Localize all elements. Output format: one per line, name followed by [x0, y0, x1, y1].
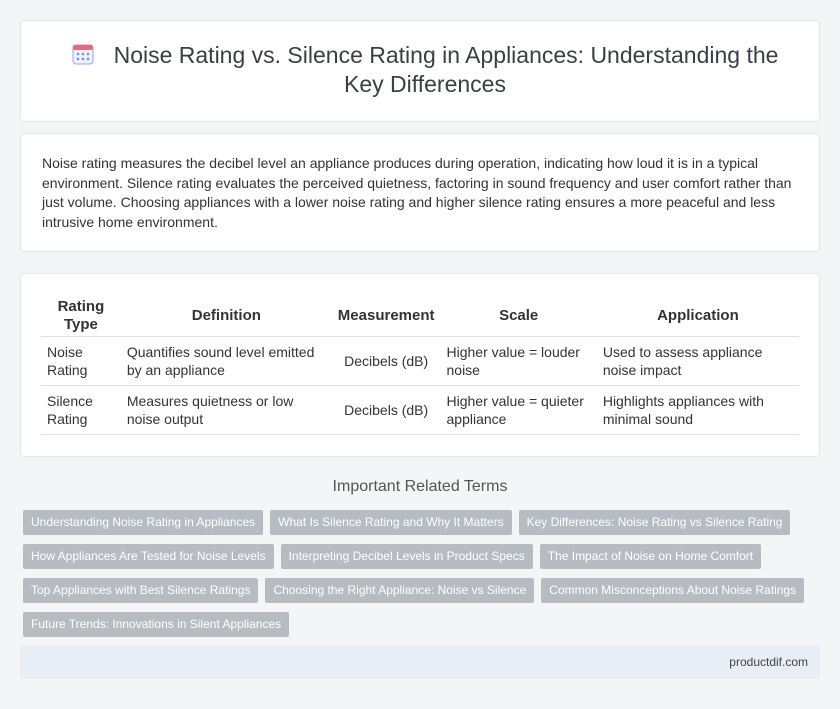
- table-row: [41, 337, 799, 386]
- cell-definition: Measures quietness or low noise output: [121, 386, 332, 435]
- header-rating-type: Rating Type: [41, 296, 121, 337]
- cell-rating-type: Noise Rating: [41, 337, 121, 386]
- related-term-link[interactable]: Interpreting Decibel Levels in Product Specs: [281, 544, 533, 569]
- header-scale: Scale: [441, 296, 597, 337]
- cell-definition: Quantifies sound level emitted by an appliance: [121, 337, 332, 386]
- related-terms-title: Important Related Terms: [332, 478, 508, 495]
- related-term-link[interactable]: Key Differences: Noise Rating vs Silence Rating: [519, 510, 791, 535]
- cell-scale: Higher value = quieter appliance: [441, 386, 597, 435]
- calendar-icon: [72, 43, 94, 65]
- intro-card: [20, 133, 820, 252]
- table-row: [41, 386, 799, 435]
- comparison-table: [41, 296, 799, 435]
- cell-application: Highlights appliances with minimal sound: [597, 386, 799, 435]
- header-definition: Definition: [121, 296, 332, 337]
- page-title-text: Noise Rating vs. Silence Rating in Appliances: Understanding the Key Differences: [113, 42, 779, 97]
- related-term-link[interactable]: Understanding Noise Rating in Appliances: [23, 510, 263, 535]
- cell-measurement: Decibels (dB): [332, 337, 441, 386]
- footer-site-link[interactable]: productdif.com: [729, 655, 808, 669]
- page-title: [51, 41, 799, 99]
- related-term-link[interactable]: The Impact of Noise on Home Comfort: [540, 544, 761, 569]
- related-term-link[interactable]: Top Appliances with Best Silence Ratings: [23, 578, 258, 603]
- footer: [20, 645, 820, 679]
- related-term-link[interactable]: Future Trends: Innovations in Silent Appliances: [23, 612, 289, 637]
- cell-application: Used to assess appliance noise impact: [597, 337, 799, 386]
- related-term-link[interactable]: What Is Silence Rating and Why It Matters: [270, 510, 511, 535]
- related-terms-list: [23, 510, 823, 646]
- cell-scale: Higher value = louder noise: [441, 337, 597, 386]
- header-application: Application: [597, 296, 799, 337]
- related-term-link[interactable]: Choosing the Right Appliance: Noise vs Silence: [265, 578, 534, 603]
- cell-measurement: Decibels (dB): [332, 386, 441, 435]
- related-term-link[interactable]: Common Misconceptions About Noise Ratings: [541, 578, 804, 603]
- intro-paragraph: Noise rating measures the decibel level an appliance produces during operation, indicating how loud it is in a typical environment. Silence rating evaluates the perceived quietness, factoring in sound frequency and user comfort rather than just volume. Choosing appliances with a lower noise rating and higher silence rating ensures a more peaceful and less intrusive home environment.: [42, 155, 792, 230]
- title-card: [20, 20, 820, 122]
- header-measurement: Measurement: [332, 296, 441, 337]
- table-header-row: [41, 296, 799, 337]
- cell-rating-type: Silence Rating: [41, 386, 121, 435]
- related-term-link[interactable]: How Appliances Are Tested for Noise Levels: [23, 544, 274, 569]
- comparison-table-card: [20, 273, 820, 457]
